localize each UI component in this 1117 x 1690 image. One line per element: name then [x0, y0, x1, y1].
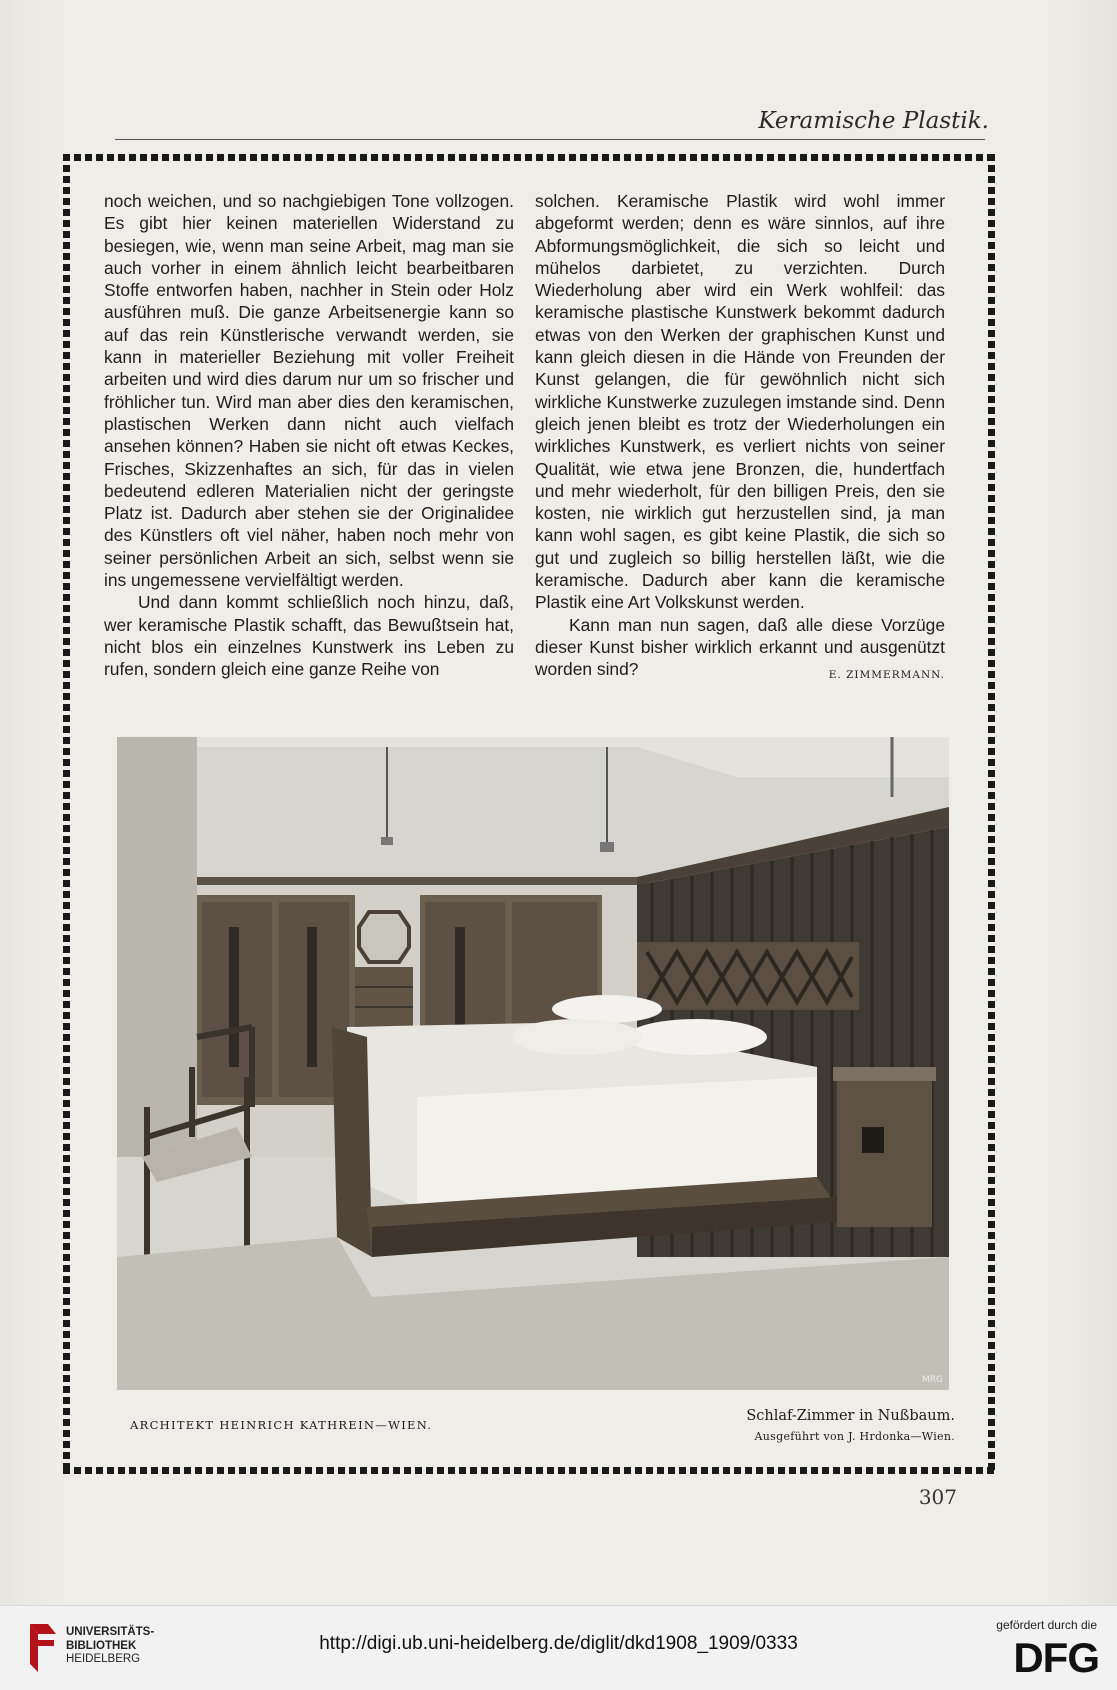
author-signature: E. ZIMMERMANN.: [828, 669, 945, 682]
library-line-3: HEIDELBERG: [66, 1653, 141, 1665]
border-bottom: [63, 1467, 995, 1474]
photo-monogram: MRG: [922, 1375, 943, 1385]
right-paragraph-2-text: Kann man nun sagen, daß alle diese Vorzüge dieser Kunst bisher wirklich erkannt und ausgenützt worden sind?: [535, 614, 945, 680]
library-line-2: BIBLIOTHEK: [66, 1639, 137, 1652]
running-head: Keramische Plastik.: [758, 108, 989, 134]
architect-caption: ARCHITEKT HEINRICH KATHREIN—WIEN.: [130, 1418, 433, 1432]
right-paragraph-1: solchen. Keramische Plastik wird wohl immer abgeformt werden; denn es wäre sinnlos, auf ihre Abformungsmöglichkeit, die sich so leicht und mühelos darbietet, zu verzichten. Durch Wiederholung aber wird ein Werk wohlfeil: das keramische plastische Kunstwerk bekommt dadurch etwas von den Werken der graphischen Kunst und kann gleich diesen in die Hände von Freunden der Kunst gelangen, die für gewöhnlich nicht sich wirkliche Kunstwerke zuzulegen imstande sind. Denn gleich jenen bleibt es trotz der Wiederholungen ein wirkliches Kunstwerk, es verliert nichts von seiner Qualität, wie etwa jene Bronzen, die, hundertfach und mehr wiederholt, für den billigen Preis, den sie kosten, nie wirklich gut herzustellen sind, ja man kann wohl sagen, es gibt keine Plastik, die sich so gut und zugleich so billig herstellen läßt, wie die keramische. Dadurch aber kann die keramische Plastik eine Art Volkskunst werden.: [535, 191, 945, 613]
left-text-column: [104, 190, 514, 681]
left-paragraph-1: noch weichen, und so nachgiebigen Tone vollzogen. Es gibt hier keinen materiellen Widerstand zu besiegen, wie, wenn man seine Arbeit, mag man sie auch vorher in einem ähnlich leicht bearbeitbaren Stoffe entworfen haben, nachher in Stein oder Holz ausführen muß. Die ganze Arbeitsenergie kann so auf das rein Künstlerische verwandt werden, sie kann in materieller Beziehung mit voller Freiheit arbeiten und wird dies darum nur um so frischer und fröhlicher tun. Wird man aber dies den keramischen, plastischen Werken dann nicht auch vielfach ansehen können? Haben sie nicht oft etwas Keckes, Frisches, Skizzenhaftes an sich, für das in vielen bedeutend edleren Materialien nicht der geringste Platz ist. Dadurch aber stehen sie der Originalidee des Künstlers oft viel näher, haben noch mehr von seiner persönlichen Arbeit an sich, selbst wenn sie ins ungemessene vervielfältigt werden.: [104, 191, 514, 591]
dfg-logo[interactable]: DFG: [1013, 1634, 1099, 1681]
library-line-1: UNIVERSITÄTS-: [66, 1626, 155, 1638]
page-number: 307: [918, 1485, 957, 1509]
bedroom-photograph: [117, 737, 949, 1390]
right-text-column: [535, 190, 945, 687]
border-right: [988, 154, 995, 1474]
funder-label: gefördert durch die: [996, 1618, 1097, 1632]
photo-title-caption: Schlaf-Zimmer in Nußbaum.: [746, 1408, 955, 1424]
bedroom-illustration: [117, 737, 949, 1390]
header-rule: [115, 139, 985, 140]
right-paragraph-2: [535, 614, 945, 681]
border-left: [63, 154, 70, 1474]
viewer-footer: [0, 1605, 1117, 1690]
border-top: [63, 154, 995, 161]
maker-caption: Ausgeführt von J. Hrdonka—Wien.: [754, 1430, 955, 1443]
permalink-url[interactable]: http://digi.ub.uni-heidelberg.de/diglit/dkd1908_1909/0333: [319, 1633, 798, 1654]
left-paragraph-2: Und dann kommt schließlich noch hinzu, daß, wer keramische Plastik schafft, das Bewußtsein hat, nicht blos ein einzelnes Kunstwerk ins Leben zu rufen, sondern gleich eine ganze Reihe von: [104, 592, 514, 680]
